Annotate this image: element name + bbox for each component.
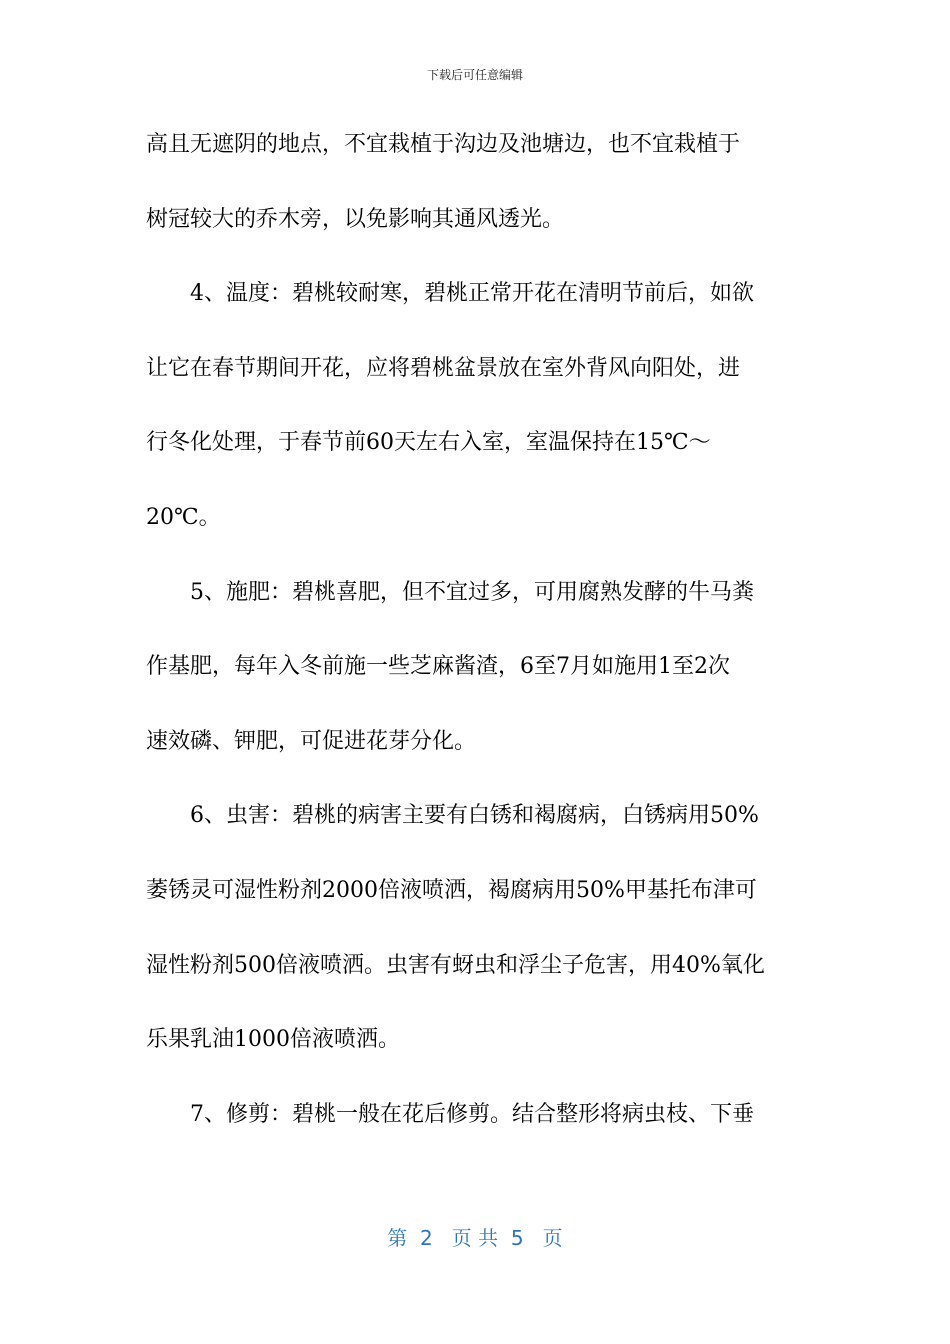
text-line: 高且无遮阴的地点，不宜栽植于沟边及池塘边，也不宜栽植于 (146, 132, 741, 157)
text-line: 湿性粉剂500倍液喷洒。虫害有蚜虫和浮尘子危害，用40%氧化 (146, 952, 765, 978)
text-line: 树冠较大的乔木旁，以免影响其通风透光。 (146, 206, 565, 232)
text-line: 让它在春节期间开花，应将碧桃盆景放在室外背风向阳处，进 (146, 355, 741, 381)
text-line: 萎锈灵可湿性粉剂2000倍液喷洒，褐腐病用50%甲基托布津可 (146, 877, 757, 903)
text-line: 6、虫害：碧桃的病害主要有白锈和褐腐病，白锈病用50% (146, 803, 759, 829)
text-line: 速效磷、钾肥，可促进花芽分化。 (146, 728, 477, 754)
page-number-footer: 第 2 页 共 5 页 (387, 1226, 563, 1250)
document-body (146, 108, 810, 1152)
text-line: 4、温度：碧桃较耐寒，碧桃正常开花在清明节前后，如欲 (146, 281, 754, 307)
text-line: 7、修剪：碧桃一般在花后修剪。结合整形将病虫枝、下垂 (146, 1101, 754, 1127)
text-line: 乐果乳油1000倍液喷洒。 (146, 1027, 400, 1053)
text-line: 5、施肥：碧桃喜肥，但不宜过多，可用腐熟发酵的牛马粪 (146, 579, 754, 605)
page-header: 下载后可任意编辑 (426, 68, 523, 82)
text-line: 作基肥，每年入冬前施一些芝麻酱渣，6至7月如施用1至2次 (146, 654, 730, 680)
text-line: 行冬化处理，于春节前60天左右入室，室温保持在15℃～ (146, 430, 711, 456)
text-line: 20℃。 (146, 504, 221, 530)
